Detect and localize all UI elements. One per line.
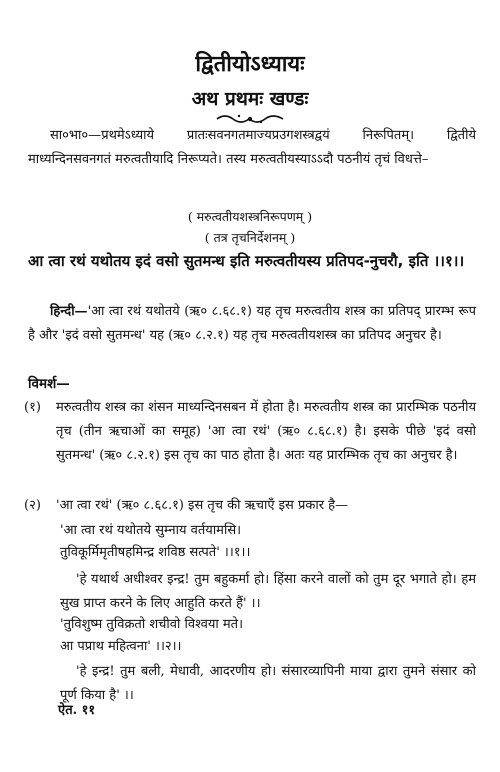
list-item <box>24 494 476 518</box>
mantra-text: आ त्वा रथं यथोतय इदं वसो सुतमन्ध इति मरुत्वतीयस्य प्रतिपद-नुचरौ, इति ।।१।। <box>28 252 465 270</box>
subheading: ( तत्र तृचनिर्देशनम् ) <box>204 230 296 245</box>
page-footer: ऐत. ११ <box>58 703 96 718</box>
commentary-text: प्रथमेऽध्याये प्रातःसवनगतमाज्यप्रउगशस्त्रद्वयं निरूपितम्। द्वितीये माध्यन्दिनसवनगतं मरुत्वतीयादि निरूप्यते। तस्य मरुत्वतीयस्याऽऽदौ पठनीयं तृचं विधत्ते– <box>28 128 476 167</box>
verse-translation: 'हे इन्द्र! तुम बली, मेधावी, आदरणीय हो। संसारव्यापिनी माया द्वारा तुमने संसार को पूर्ण किया है' ।। <box>60 664 476 703</box>
subheading: ( मरुत्वतीयशस्त्रनिरूपणम् ) <box>187 209 313 224</box>
hindi-paragraph <box>28 300 476 348</box>
verse-translation: 'हे यथार्थ अधीश्वर इन्द्र! तुम बहुकर्मा हो। हिंसा करने वालों को तुम दूर भगाते हो। हम सुख प्राप्त करने के लिए आहुति करते हैं' ।। <box>60 572 476 611</box>
verse-line: 'आ त्वा रथं यथोतये सुम्नाय वर्तयामसि। <box>60 523 242 538</box>
commentary-label: सा०भा०— <box>50 128 102 143</box>
item-text: मरुत्वतीय शस्त्र का शंसन माध्यन्दिनसबन में होता है। मरुत्वतीय शस्त्र का प्रारम्भिक पठनीय तृच (तीन ऋचाओं का समूह) 'आ त्वा रथं' (ऋ० ८.६८.१) है। इसके पीछे 'इदं वसो सुतमन्ध' (ऋ० ८.२.१) इस तृच का पाठ होता है। अतः यह प्रारम्भिक तृच का अनुचर है। <box>56 400 476 463</box>
section-title: अथ प्रथमः खण्डः <box>191 88 309 110</box>
hindi-text: 'आ त्वा रथं यथोतये (ऋ० ८.६८.१) यह तृच मरुत्वतीय शस्त्र का प्रतिपद् प्रारम्भ रूप है और 'इदं वसो सुतमन्ध' यह (ऋ० ८.२.१) यह तृच मरुत्वतीयशस्त्र का प्रतिपद अनुचर है। <box>28 304 476 343</box>
item-text: 'आ त्वा रथं' (ऋ० ८.६८.१) इस तृच की ऋचाएँ इस प्रकार है— <box>56 498 349 513</box>
item-number: (२) <box>24 498 41 513</box>
verse-block <box>60 614 480 658</box>
chapter-title: द्वितीयोऽध्यायः <box>195 52 305 77</box>
item-number: (१) <box>24 400 41 415</box>
commentary-paragraph <box>28 124 476 172</box>
verse-line: आ पप्राथ महित्वना' ।।२।। <box>60 639 182 654</box>
vimarsha-heading: विमर्श— <box>28 376 70 392</box>
verse-line: 'तुविशुष्म तुविक्रतो शचीवो विश्वया मते। <box>60 617 244 632</box>
verse-line: तुविकूर्मिमृतीषहमिन्द्र शविष्ठ सत्पते' ।।१।। <box>60 545 251 560</box>
hindi-label: हिन्दी— <box>50 304 88 319</box>
verse-block <box>60 520 480 564</box>
list-item <box>24 396 476 468</box>
